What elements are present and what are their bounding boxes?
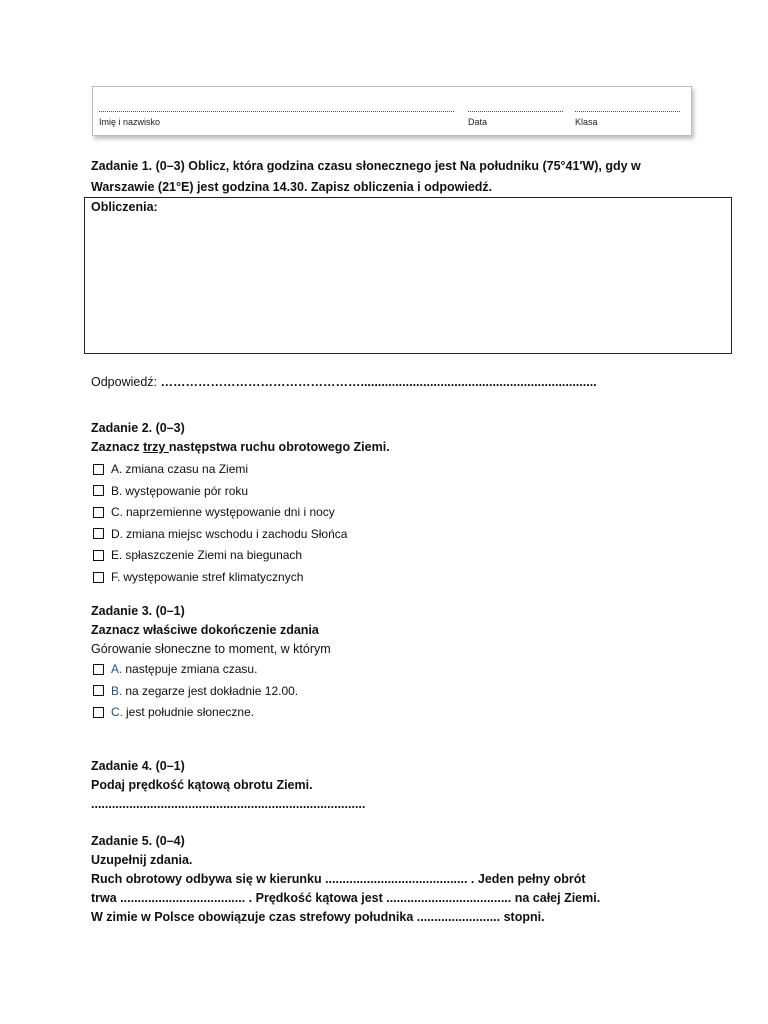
- task5-instruction: Uzupełnij zdania.: [91, 853, 193, 867]
- option-letter: F.: [111, 570, 121, 584]
- option-letter: B.: [111, 483, 123, 498]
- date-label: Data: [468, 117, 488, 127]
- option-text: na zegarze jest dokładnie 12.00.: [125, 683, 299, 698]
- checkbox[interactable]: [93, 685, 104, 696]
- option-letter: B.: [111, 683, 123, 698]
- task5-title: Zadanie 5. (0–4): [91, 834, 185, 848]
- option-text: naprzemienne występowanie dni i nocy: [126, 505, 335, 520]
- task2-instr-pre: Zaznacz: [91, 440, 144, 454]
- class-dotted-line: [575, 99, 680, 112]
- checkbox[interactable]: [93, 464, 104, 475]
- answer-label: Odpowiedź:: [91, 375, 161, 389]
- checkbox[interactable]: [93, 550, 104, 561]
- task2-instruction: [91, 437, 390, 457]
- checkbox[interactable]: [93, 528, 104, 539]
- task1-answer[interactable]: [91, 372, 597, 392]
- task5-line2[interactable]: trwa .................................... . Prędkość kątowa jest .................................... na całej Ziemi.: [91, 891, 601, 905]
- task4-instruction: Podaj prędkość kątową obrotu Ziemi.: [91, 778, 313, 792]
- calculations-box[interactable]: [84, 197, 732, 354]
- checkbox[interactable]: [93, 485, 104, 496]
- option-letter: A.: [111, 462, 123, 476]
- task2-title: Zadanie 2. (0–3): [91, 421, 185, 435]
- option-text: występowanie pór roku: [125, 483, 249, 498]
- name-field[interactable]: [99, 99, 454, 127]
- task5-line1[interactable]: Ruch obrotowy odbywa się w kierunku ......................................... . Jeden pełny obrót: [91, 872, 586, 886]
- option-2[interactable]: [93, 484, 248, 498]
- option-letter: D.: [111, 526, 123, 541]
- calculations-label: Obliczenia:: [91, 200, 158, 214]
- task2-instr-post: następstwa ruchu obrotowego Ziemi.: [168, 440, 390, 454]
- option-2[interactable]: [93, 684, 298, 698]
- checkbox[interactable]: [93, 507, 104, 518]
- option-letter: E.: [111, 548, 123, 563]
- option-text: spłaszczenie Ziemi na biegunach: [125, 548, 303, 563]
- option-5[interactable]: [93, 548, 302, 562]
- option-1[interactable]: [93, 462, 248, 476]
- option-text: zmiana czasu na Ziemi: [125, 462, 249, 476]
- task1-line2: Warszawie (21°E) jest godzina 14.30. Zapisz obliczenia i odpowiedź.: [91, 180, 493, 194]
- option-text: następuje zmiana czasu.: [125, 662, 258, 676]
- class-label: Klasa: [575, 117, 598, 127]
- option-1[interactable]: [93, 662, 257, 676]
- option-letter: A.: [111, 662, 123, 676]
- checkbox[interactable]: [93, 664, 104, 675]
- student-info-header: [92, 86, 692, 136]
- option-3[interactable]: [93, 705, 254, 719]
- option-text: zmiana miejsc wschodu i zachodu Słońca: [126, 526, 348, 541]
- checkbox[interactable]: [93, 572, 104, 583]
- task2-instr-underlined: trzy: [143, 440, 169, 454]
- class-field[interactable]: [575, 99, 680, 127]
- task3-instruction: Zaznacz właściwe dokończenie zdania: [91, 623, 319, 637]
- task5-line3[interactable]: W zimie w Polsce obowiązuje czas strefowy południka ........................ stopni.: [91, 910, 545, 924]
- option-6[interactable]: [93, 570, 303, 584]
- checkbox[interactable]: [93, 707, 104, 718]
- option-3[interactable]: [93, 505, 335, 519]
- date-field[interactable]: [468, 99, 563, 127]
- option-text: występowanie stref klimatycznych: [123, 570, 304, 584]
- option-4[interactable]: [93, 527, 347, 541]
- task4-title: Zadanie 4. (0–1): [91, 759, 185, 773]
- task4-answer-dots[interactable]: ...............................................................................: [91, 797, 366, 811]
- name-dotted-line: [99, 99, 454, 112]
- option-text: jest południe słoneczne.: [126, 705, 255, 719]
- name-label: Imię i nazwisko: [99, 117, 161, 127]
- option-letter: C.: [111, 705, 123, 719]
- task3-stem: Górowanie słoneczne to moment, w którym: [91, 642, 331, 656]
- date-dotted-line: [468, 99, 563, 112]
- option-letter: C.: [111, 505, 123, 520]
- answer-dots: …………………………………………....................................................................: [160, 375, 597, 389]
- task3-title: Zadanie 3. (0–1): [91, 604, 185, 618]
- task1-line1: Zadanie 1. (0–3) Oblicz, która godzina czasu słonecznego jest Na południku (75°41′W), gdy w: [91, 159, 641, 173]
